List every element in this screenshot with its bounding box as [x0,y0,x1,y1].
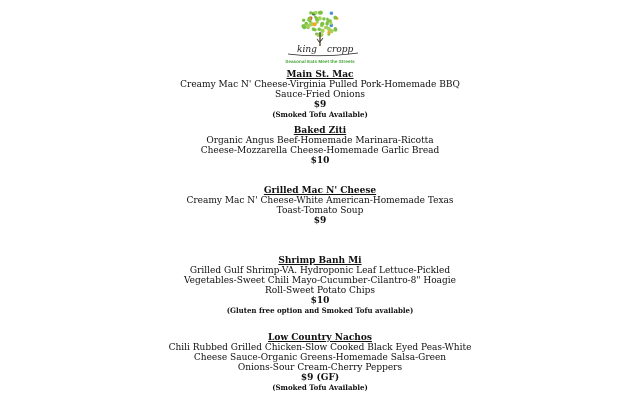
menu-item-description-line: Sauce-Fried Onions [275,90,365,100]
menu-item-description-line: Creamy Mac N' Cheese-White American-Homemade Texas [186,196,454,206]
menu-item-name: Baked Ziti [293,126,347,136]
menu-item-description-line: Creamy Mac N' Cheese-Virginia Pulled Pork-Homemade BBQ [180,80,460,90]
svg-text:king: king [297,45,317,55]
leaf-dot [316,21,319,24]
leaf-dot [320,22,324,26]
leaf-dot [322,17,325,20]
menu-item-note: (Smoked Tofu Available) [272,383,368,392]
menu-item-price: $9 [313,100,327,110]
leaf-dot [334,28,338,32]
menu-item-description-line: Grilled Gulf Shrimp-VA. Hydroponic Leaf Lettuce-Pickled [189,266,451,276]
menu-item [140,333,500,392]
leaf-dot [314,16,317,19]
leaf-dot [306,24,310,28]
menu-item-description-line: Vegetables-Sweet Chili Mayo-Cucumber-Cilantro-8" Hoagie [184,276,456,286]
leaf-dot [329,22,332,25]
menu-item-price: $10 [310,296,330,306]
leaf-dot [326,18,329,21]
menu-item-name: Grilled Mac N' Cheese [263,186,377,196]
menu-item-description-line: Cheese Sauce-Organic Greens-Homemade Salsa-Green [193,353,447,363]
menu-item [140,70,500,119]
menu-item-description-line: Organic Angus Beef-Homemade Marinara-Ricotta [206,136,434,146]
leaf-dot [325,22,328,25]
leaf-dot [314,28,317,31]
leaf-dot [302,19,305,22]
menu-item [140,126,500,166]
menu-item-description-line: Chili Rubbed Grilled Chicken-Slow Cooked Black Eyed Peas-White [168,343,472,353]
leaf-dot [317,34,320,37]
leaf-dot [318,11,322,15]
menu-item [140,256,500,315]
leaf-dot [321,33,324,36]
menu-item-note: (Smoked Tofu Available) [272,110,368,119]
leaf-dot [309,11,312,14]
svg-text:cropp: cropp [327,45,354,55]
menu-item-price: $9 [313,216,327,226]
menu-item-description-line: Toast-Tomato Soup [276,206,364,216]
brand-tagline: Seasonal Eats Meet the Streets [285,59,355,64]
menu-item-note: (Gluten free option and Smoked Tofu available) [226,306,414,315]
leaf-dot [320,29,324,33]
menu-item-name: Main St. Mac [286,70,354,80]
leaf-dot [301,24,305,28]
leaf-dot [324,26,328,30]
leaf-dot [318,16,322,20]
menu-item-price: $10 [310,156,330,166]
tree-logo-icon [270,10,370,60]
leaf-dot [330,29,334,33]
leaf-dot [330,11,333,14]
menu-item-description-line: Cheese-Mozzarella Cheese-Homemade Garlic Bread [200,146,440,156]
leaf-dot [308,17,311,20]
menu-item-description-line: Roll-Sweet Potato Chips [265,286,375,296]
menu-item-name: Shrimp Banh Mi [278,256,362,266]
menu-item-name: Low Country Nachos [268,333,372,343]
menu-item [140,186,500,226]
leaf-dot [333,16,337,20]
leaf-dot [314,11,317,14]
menu-item-price: $9 (GF) [300,373,340,383]
menu-item-description-line: Onions-Sour Cream-Cherry Peppers [237,363,403,373]
